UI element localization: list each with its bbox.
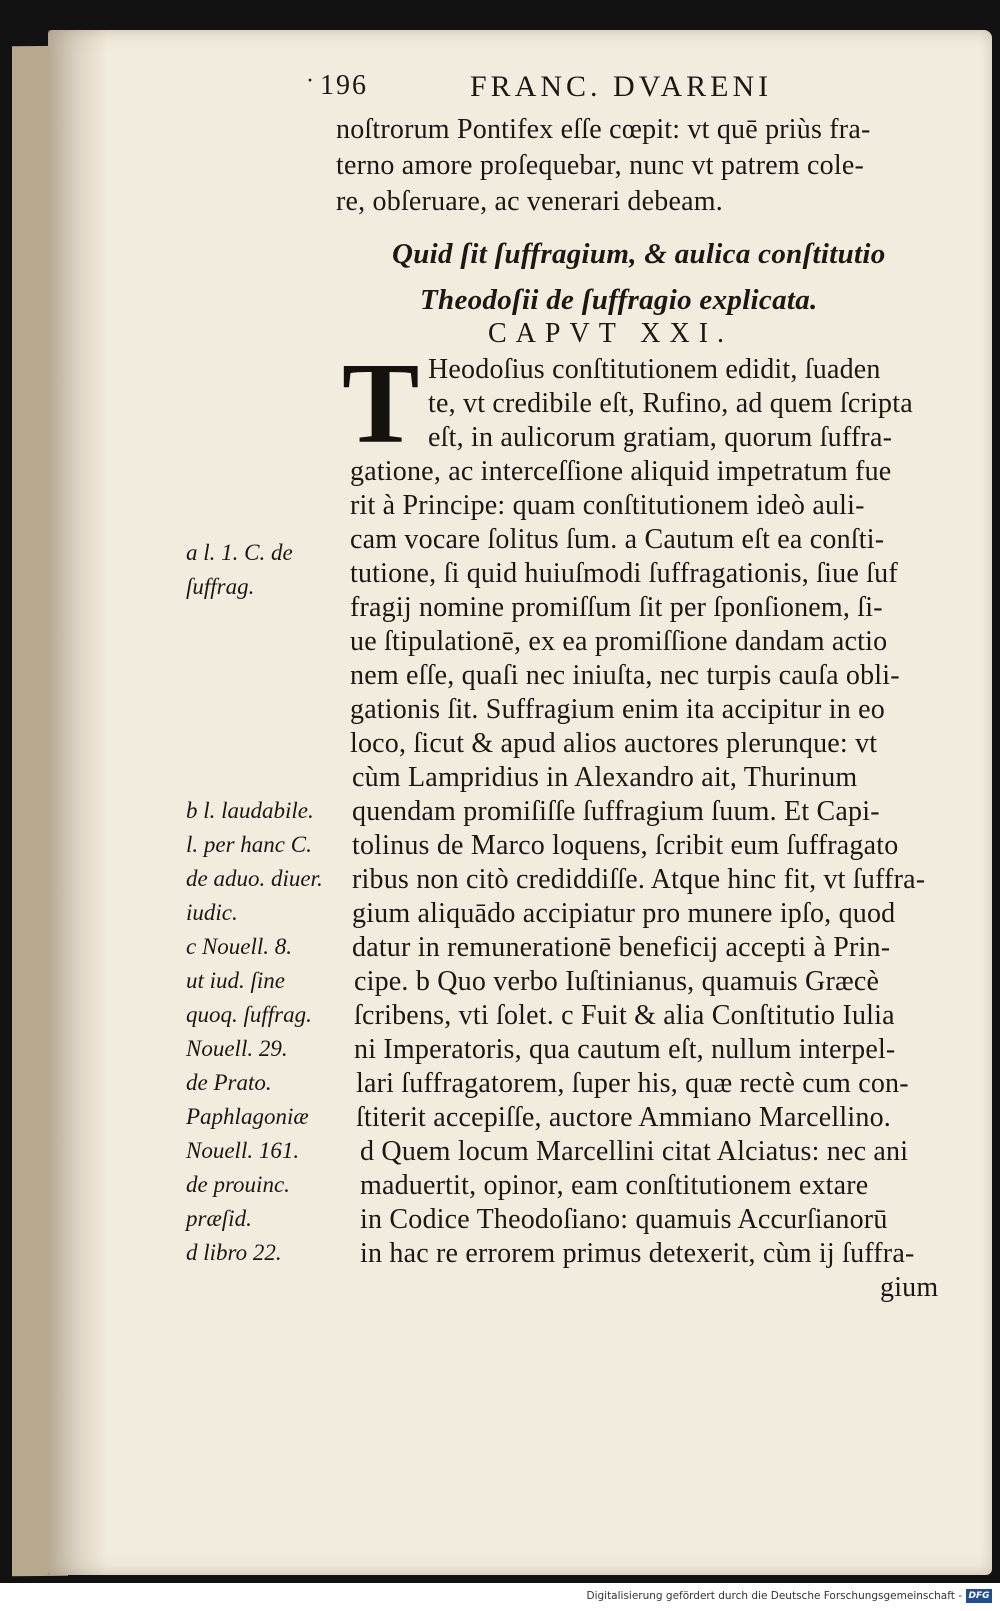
- body-line: in hac re errorem primus detexerit, cùm ij ſuffra-: [360, 1238, 915, 1269]
- body-line: Heodoſius conſtitutionem edidit, ſuaden: [428, 354, 881, 385]
- catchword: gium: [880, 1272, 939, 1303]
- body-line: nem eſſe, quaſi nec iniuſta, nec turpis cauſa obli-: [350, 660, 900, 691]
- margin-note: d libro 22.: [186, 1240, 282, 1265]
- gutter-shadow: [48, 30, 108, 1575]
- body-line: tutione, ſi quid huiuſmodi ſuffragationis, ſiue ſuf: [350, 558, 898, 589]
- margin-note: a l. 1. C. de: [186, 540, 293, 565]
- body-line: maduertit, opinor, eam conſtitutionem extare: [360, 1170, 869, 1201]
- body-line: tolinus de Marco loquens, ſcribit eum ſuffragato: [352, 830, 899, 861]
- chapter-label: CAPVT XXI.: [488, 318, 734, 349]
- margin-note: de Prato.: [186, 1070, 272, 1095]
- margin-note: Nouell. 29.: [186, 1036, 288, 1061]
- chapter-heading-line-2: Theodoſii de ſuffragio explicata.: [420, 284, 818, 316]
- body-line: loco, ſicut & apud alios auctores plerunque: vt: [350, 728, 878, 759]
- body-line: gium aliquādo accipiatur pro munere ipſo, quod: [352, 898, 896, 929]
- drop-cap: T: [342, 340, 420, 468]
- margin-note: iudic.: [186, 900, 238, 925]
- page-number: · 196: [320, 70, 368, 102]
- body-line: ni Imperatoris, qua cautum eſt, nullum interpel-: [354, 1034, 896, 1065]
- margin-note: Nouell. 161.: [186, 1138, 300, 1163]
- body-line: datur in remunerationē beneficij accepti à Prin-: [352, 932, 891, 963]
- margin-note: ſuffrag.: [186, 574, 255, 599]
- intro-line: re, obſeruare, ac venerari debeam.: [336, 186, 723, 217]
- margin-note: de prouinc.: [186, 1172, 290, 1197]
- body-line: te, vt credibile eſt, Rufino, ad quem ſcripta: [428, 388, 913, 419]
- body-line: lari ſuffragatorem, ſuper his, quæ rectè cum con-: [356, 1068, 909, 1099]
- body-line: fragij nomine promiſſum ſit per ſponſionem, ſi-: [350, 592, 883, 623]
- running-head: [320, 70, 880, 110]
- body-line: ribus non citò crediddiſſe. Atque hinc fit, vt ſuffra-: [352, 864, 926, 895]
- intro-line: noſtrorum Pontifex eſſe cœpit: vt quē priùs fra-: [336, 114, 871, 145]
- margin-note: Paphlagoniæ: [186, 1104, 309, 1129]
- dfg-logo: DFG: [966, 1589, 992, 1603]
- digitization-credit: Digitalisierung gefördert durch die Deutsche Forschungsgemeinschaft -: [586, 1590, 962, 1602]
- body-line: rit à Principe: quam conſtitutionem ideò auli-: [350, 490, 865, 521]
- body-line: gatione, ac interceſſione aliquid impetratum fue: [350, 456, 892, 487]
- body-line: quendam promiſiſſe ſuffragium ſuum. Et Capi-: [352, 796, 880, 827]
- intro-line: terno amore proſequebar, nunc vt patrem cole-: [336, 150, 864, 181]
- margin-note: de aduo. diuer.: [186, 866, 323, 891]
- footer-bar: [0, 1583, 1000, 1611]
- margin-note: b l. laudabile.: [186, 798, 314, 823]
- body-line: ue ſtipulationē, ex ea promiſſione dandam actio: [350, 626, 888, 657]
- body-line: ſcribens, vti ſolet. c Fuit & alia Conſtitutio Iulia: [354, 1000, 895, 1031]
- chapter-heading-line-1: Quid ſit ſuffragium, & aulica conſtitutio: [392, 238, 886, 270]
- body-line: cùm Lampridius in Alexandro ait, Thurinum: [352, 762, 858, 793]
- margin-note: l. per hanc C.: [186, 832, 312, 857]
- body-line: gationis ſit. Suffragium enim ita accipitur in eo: [350, 694, 885, 725]
- body-line: d Quem locum Marcellini citat Alciatus: nec ani: [360, 1136, 909, 1167]
- running-title: FRANC. DVARENI: [470, 70, 773, 103]
- margin-note: ut iud. ſine: [186, 968, 286, 993]
- margin-note: c Nouell. 8.: [186, 934, 293, 959]
- body-line: in Codice Theodoſiano: quamuis Accurſianorū: [360, 1204, 888, 1235]
- body-line: eſt, in aulicorum gratiam, quorum ſuffra-: [428, 422, 893, 453]
- body-line: ſtiterit accepiſſe, auctore Ammiano Marcellino.: [356, 1102, 891, 1133]
- body-line: cipe. b Quo verbo Iuſtinianus, quamuis Græcè: [354, 966, 880, 997]
- margin-note: præſid.: [186, 1206, 252, 1231]
- body-line: cam vocare ſolitus ſum. a Cautum eſt ea conſti-: [350, 524, 885, 555]
- margin-note: quoq. ſuffrag.: [186, 1002, 312, 1027]
